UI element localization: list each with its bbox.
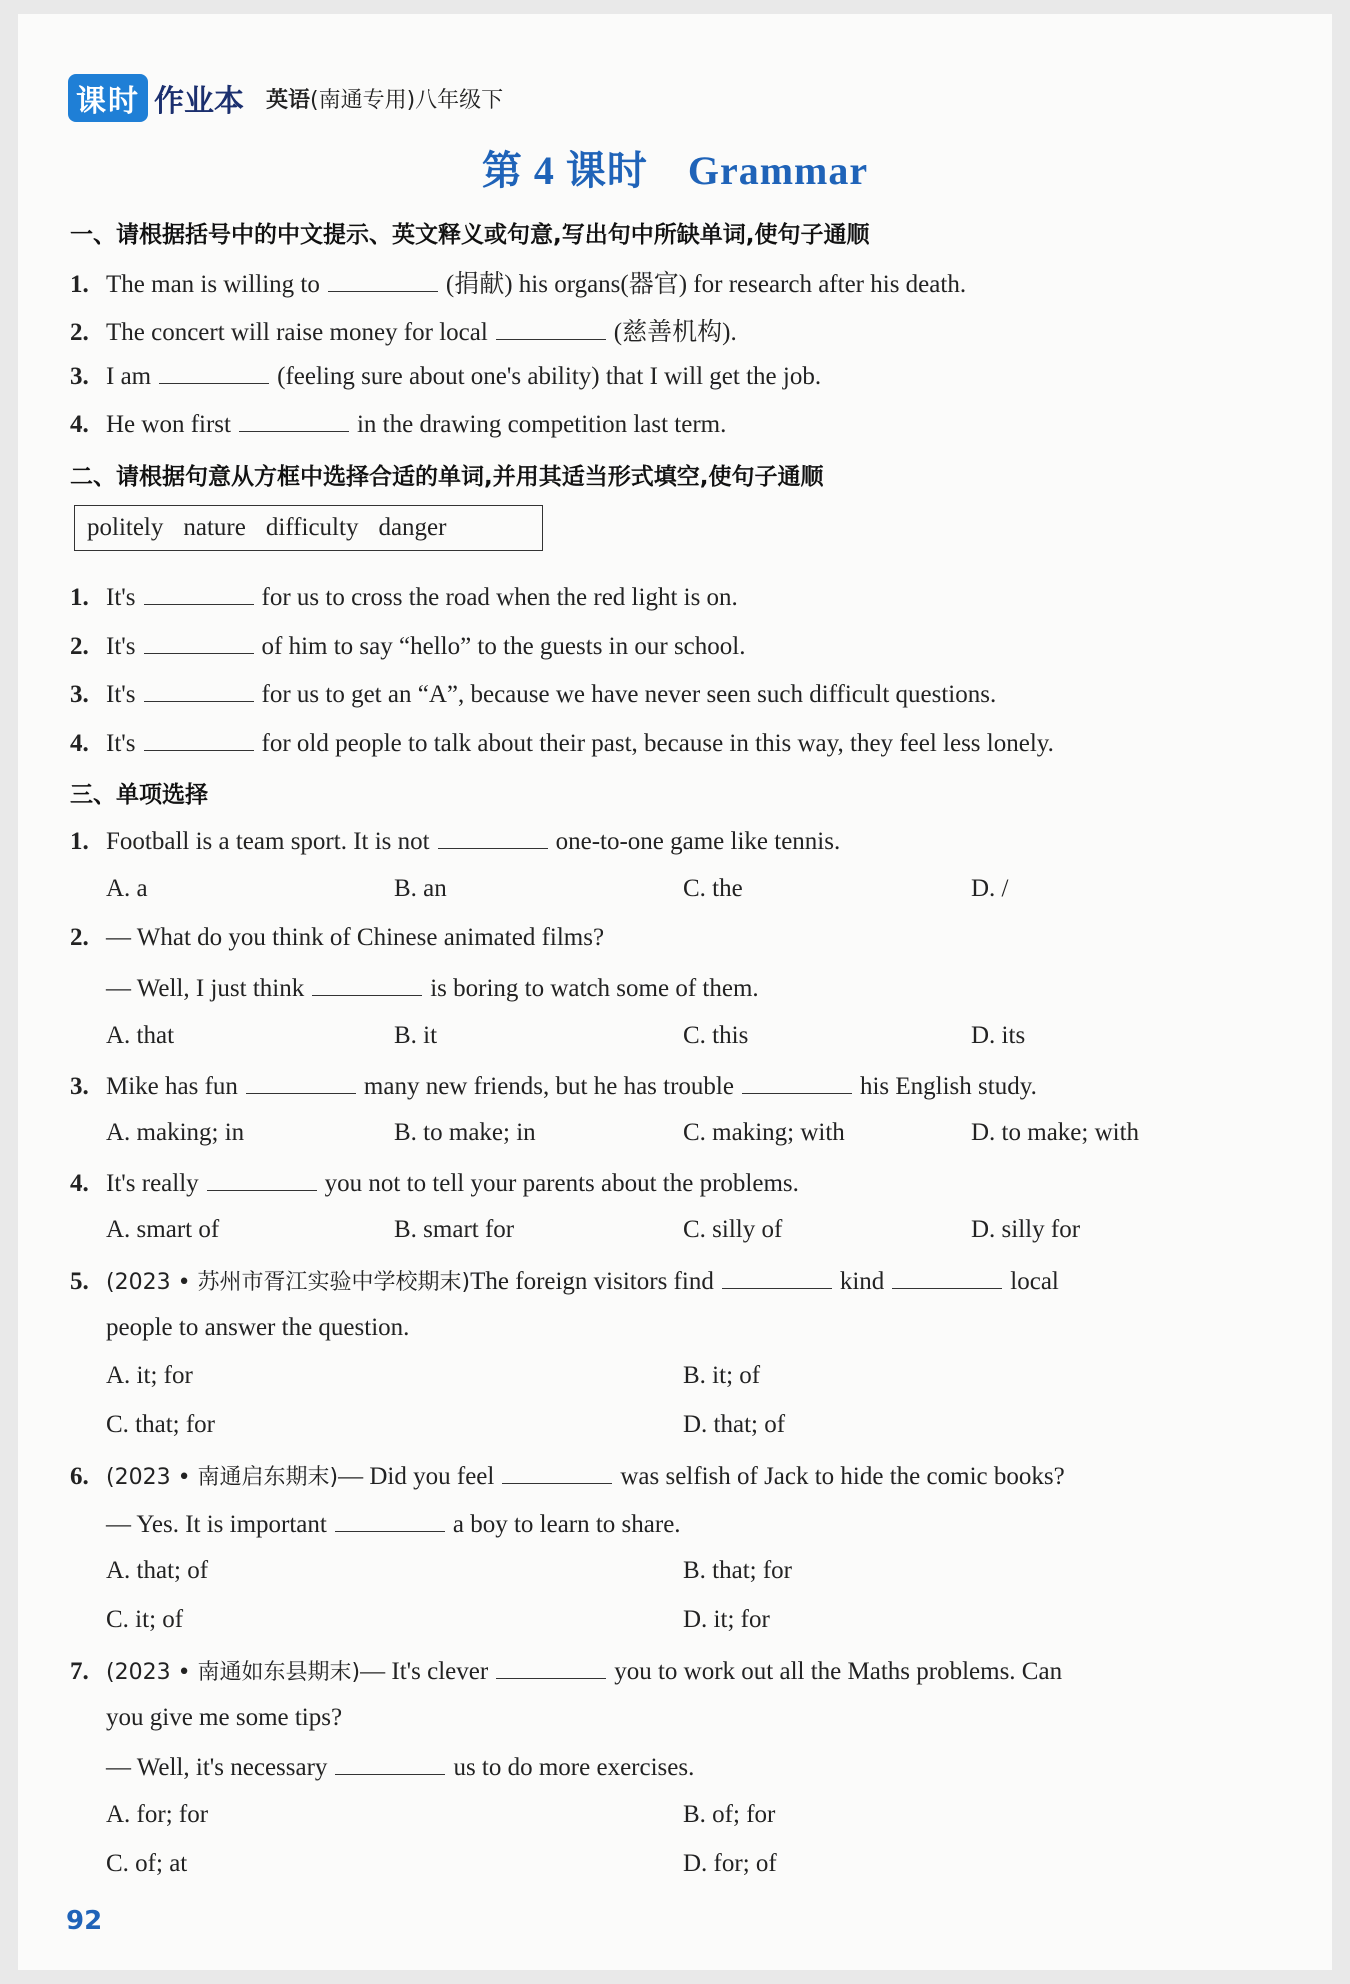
option-c[interactable]: C. this — [683, 1022, 749, 1049]
answer-blank[interactable] — [722, 1266, 832, 1289]
option-a[interactable]: A. for; for — [106, 1801, 209, 1828]
option-c[interactable]: C. of; at — [106, 1850, 188, 1877]
answer-blank[interactable] — [742, 1071, 852, 1094]
answer-blank[interactable] — [892, 1266, 1002, 1289]
answer-blank[interactable] — [496, 317, 606, 340]
s3-q6-line2: — Yes. It is important a boy to learn to share. — [106, 1511, 681, 1538]
question-source: (2023 • 南通如东县期末) — [106, 1660, 361, 1685]
s3-q7: 7. (2023 • 南通如东县期末)— It's clever you to work out all the Maths problems. Can — [70, 1658, 1063, 1685]
option-d[interactable]: D. to make; with — [971, 1119, 1140, 1146]
s3-q3: 3. Mike has fun many new friends, but he has trouble his English study. — [70, 1073, 1037, 1100]
option-a[interactable]: A. that; of — [106, 1557, 209, 1584]
option-b[interactable]: B. it; of — [683, 1362, 761, 1389]
answer-blank[interactable] — [328, 269, 438, 292]
s1-q2: 2. The concert will raise money for local (慈善机构). — [70, 319, 737, 346]
option-b[interactable]: B. to make; in — [394, 1119, 536, 1146]
s2-q4: 4. It's for old people to talk about their past, because in this way, they feel less lonely. — [70, 730, 1054, 757]
s3-q5-line2: people to answer the question. — [106, 1314, 410, 1341]
option-d[interactable]: D. silly for — [971, 1216, 1081, 1243]
book-name: 作业本 — [154, 84, 244, 119]
answer-blank[interactable] — [246, 1071, 356, 1094]
option-d[interactable]: D. its — [971, 1022, 1026, 1049]
answer-blank[interactable] — [144, 728, 254, 751]
s1-q4: 4. He won first in the drawing competition last term. — [70, 411, 727, 438]
option-d[interactable]: D. that; of — [683, 1411, 786, 1438]
s2-q3: 3. It's for us to get an “A”, because we have never seen such difficult questions. — [70, 681, 997, 708]
section2-heading: 二、请根据句意从方框中选择合适的单词,并用其适当形式填空,使句子通顺 — [70, 464, 824, 490]
question-source: (2023 • 苏州市胥江实验中学校期末) — [106, 1270, 471, 1295]
option-d[interactable]: D. / — [971, 875, 1009, 902]
subject-label: 英语(南通专用)八年级下 — [266, 87, 504, 113]
option-a[interactable]: A. it; for — [106, 1362, 193, 1389]
word-option: danger — [378, 514, 447, 541]
section1-heading: 一、请根据括号中的中文提示、英文释义或句意,写出句中所缺单词,使句子通顺 — [70, 222, 870, 248]
logo: 课时 — [68, 74, 148, 122]
s3-q2-line2: — Well, I just think is boring to watch some of them. — [106, 975, 759, 1002]
option-a[interactable]: A. a — [106, 875, 148, 902]
s3-q7-line3: — Well, it's necessary us to do more exercises. — [106, 1754, 695, 1781]
s3-q1: 1. Football is a team sport. It is not one-to-one game like tennis. — [70, 828, 841, 855]
option-c[interactable]: C. making; with — [683, 1119, 845, 1146]
option-b[interactable]: B. of; for — [683, 1801, 776, 1828]
option-a[interactable]: A. that — [106, 1022, 175, 1049]
answer-blank[interactable] — [207, 1168, 317, 1191]
option-c[interactable]: C. that; for — [106, 1411, 216, 1438]
option-d[interactable]: D. for; of — [683, 1850, 777, 1877]
option-a[interactable]: A. making; in — [106, 1119, 245, 1146]
option-b[interactable]: B. that; for — [683, 1557, 793, 1584]
answer-blank[interactable] — [239, 409, 349, 432]
option-b[interactable]: B. an — [394, 875, 447, 902]
answer-blank[interactable] — [144, 679, 254, 702]
answer-blank[interactable] — [438, 826, 548, 849]
page-number: 92 — [66, 1906, 103, 1936]
option-a[interactable]: A. smart of — [106, 1216, 220, 1243]
s3-q5: 5. (2023 • 苏州市胥江实验中学校期末)The foreign visitors find kind local — [70, 1268, 1059, 1295]
answer-blank[interactable] — [144, 631, 254, 654]
s1-q3: 3. I am (feeling sure about one's ability) that I will get the job. — [70, 363, 822, 390]
s3-q4: 4. It's really you not to tell your parents about the problems. — [70, 1170, 799, 1197]
option-c[interactable]: C. silly of — [683, 1216, 783, 1243]
header — [68, 74, 503, 122]
answer-blank[interactable] — [502, 1461, 612, 1484]
worksheet-page — [18, 14, 1332, 1970]
answer-blank[interactable] — [312, 973, 422, 996]
option-d[interactable]: D. it; for — [683, 1606, 770, 1633]
s3-q2-line1: 2. — What do you think of Chinese animated films? — [70, 924, 605, 951]
option-b[interactable]: B. it — [394, 1022, 438, 1049]
answer-blank[interactable] — [335, 1752, 445, 1775]
s2-q1: 1. It's for us to cross the road when the red light is on. — [70, 584, 738, 611]
s1-q1: 1. The man is willing to (捐献) his organs(器官) for research after his death. — [70, 271, 967, 298]
word-option: difficulty — [265, 514, 359, 541]
question-source: (2023 • 南通启东期末) — [106, 1465, 339, 1490]
word-option: nature — [183, 514, 246, 541]
section3-heading: 三、单项选择 — [70, 782, 208, 808]
page-title: 第 4 课时 Grammar — [481, 148, 869, 193]
answer-blank[interactable] — [335, 1509, 445, 1532]
answer-blank[interactable] — [144, 582, 254, 605]
answer-blank[interactable] — [159, 361, 269, 384]
s3-q7-line2: you give me some tips? — [106, 1704, 343, 1731]
option-c[interactable]: C. it; of — [106, 1606, 184, 1633]
answer-blank[interactable] — [496, 1656, 606, 1679]
option-b[interactable]: B. smart for — [394, 1216, 515, 1243]
word-option: politely — [87, 514, 164, 541]
option-c[interactable]: C. the — [683, 875, 743, 902]
s3-q6: 6. (2023 • 南通启东期末)— Did you feel was selfish of Jack to hide the comic books? — [70, 1463, 1065, 1490]
s2-q2: 2. It's of him to say “hello” to the guests in our school. — [70, 633, 746, 660]
word-box — [74, 505, 543, 551]
